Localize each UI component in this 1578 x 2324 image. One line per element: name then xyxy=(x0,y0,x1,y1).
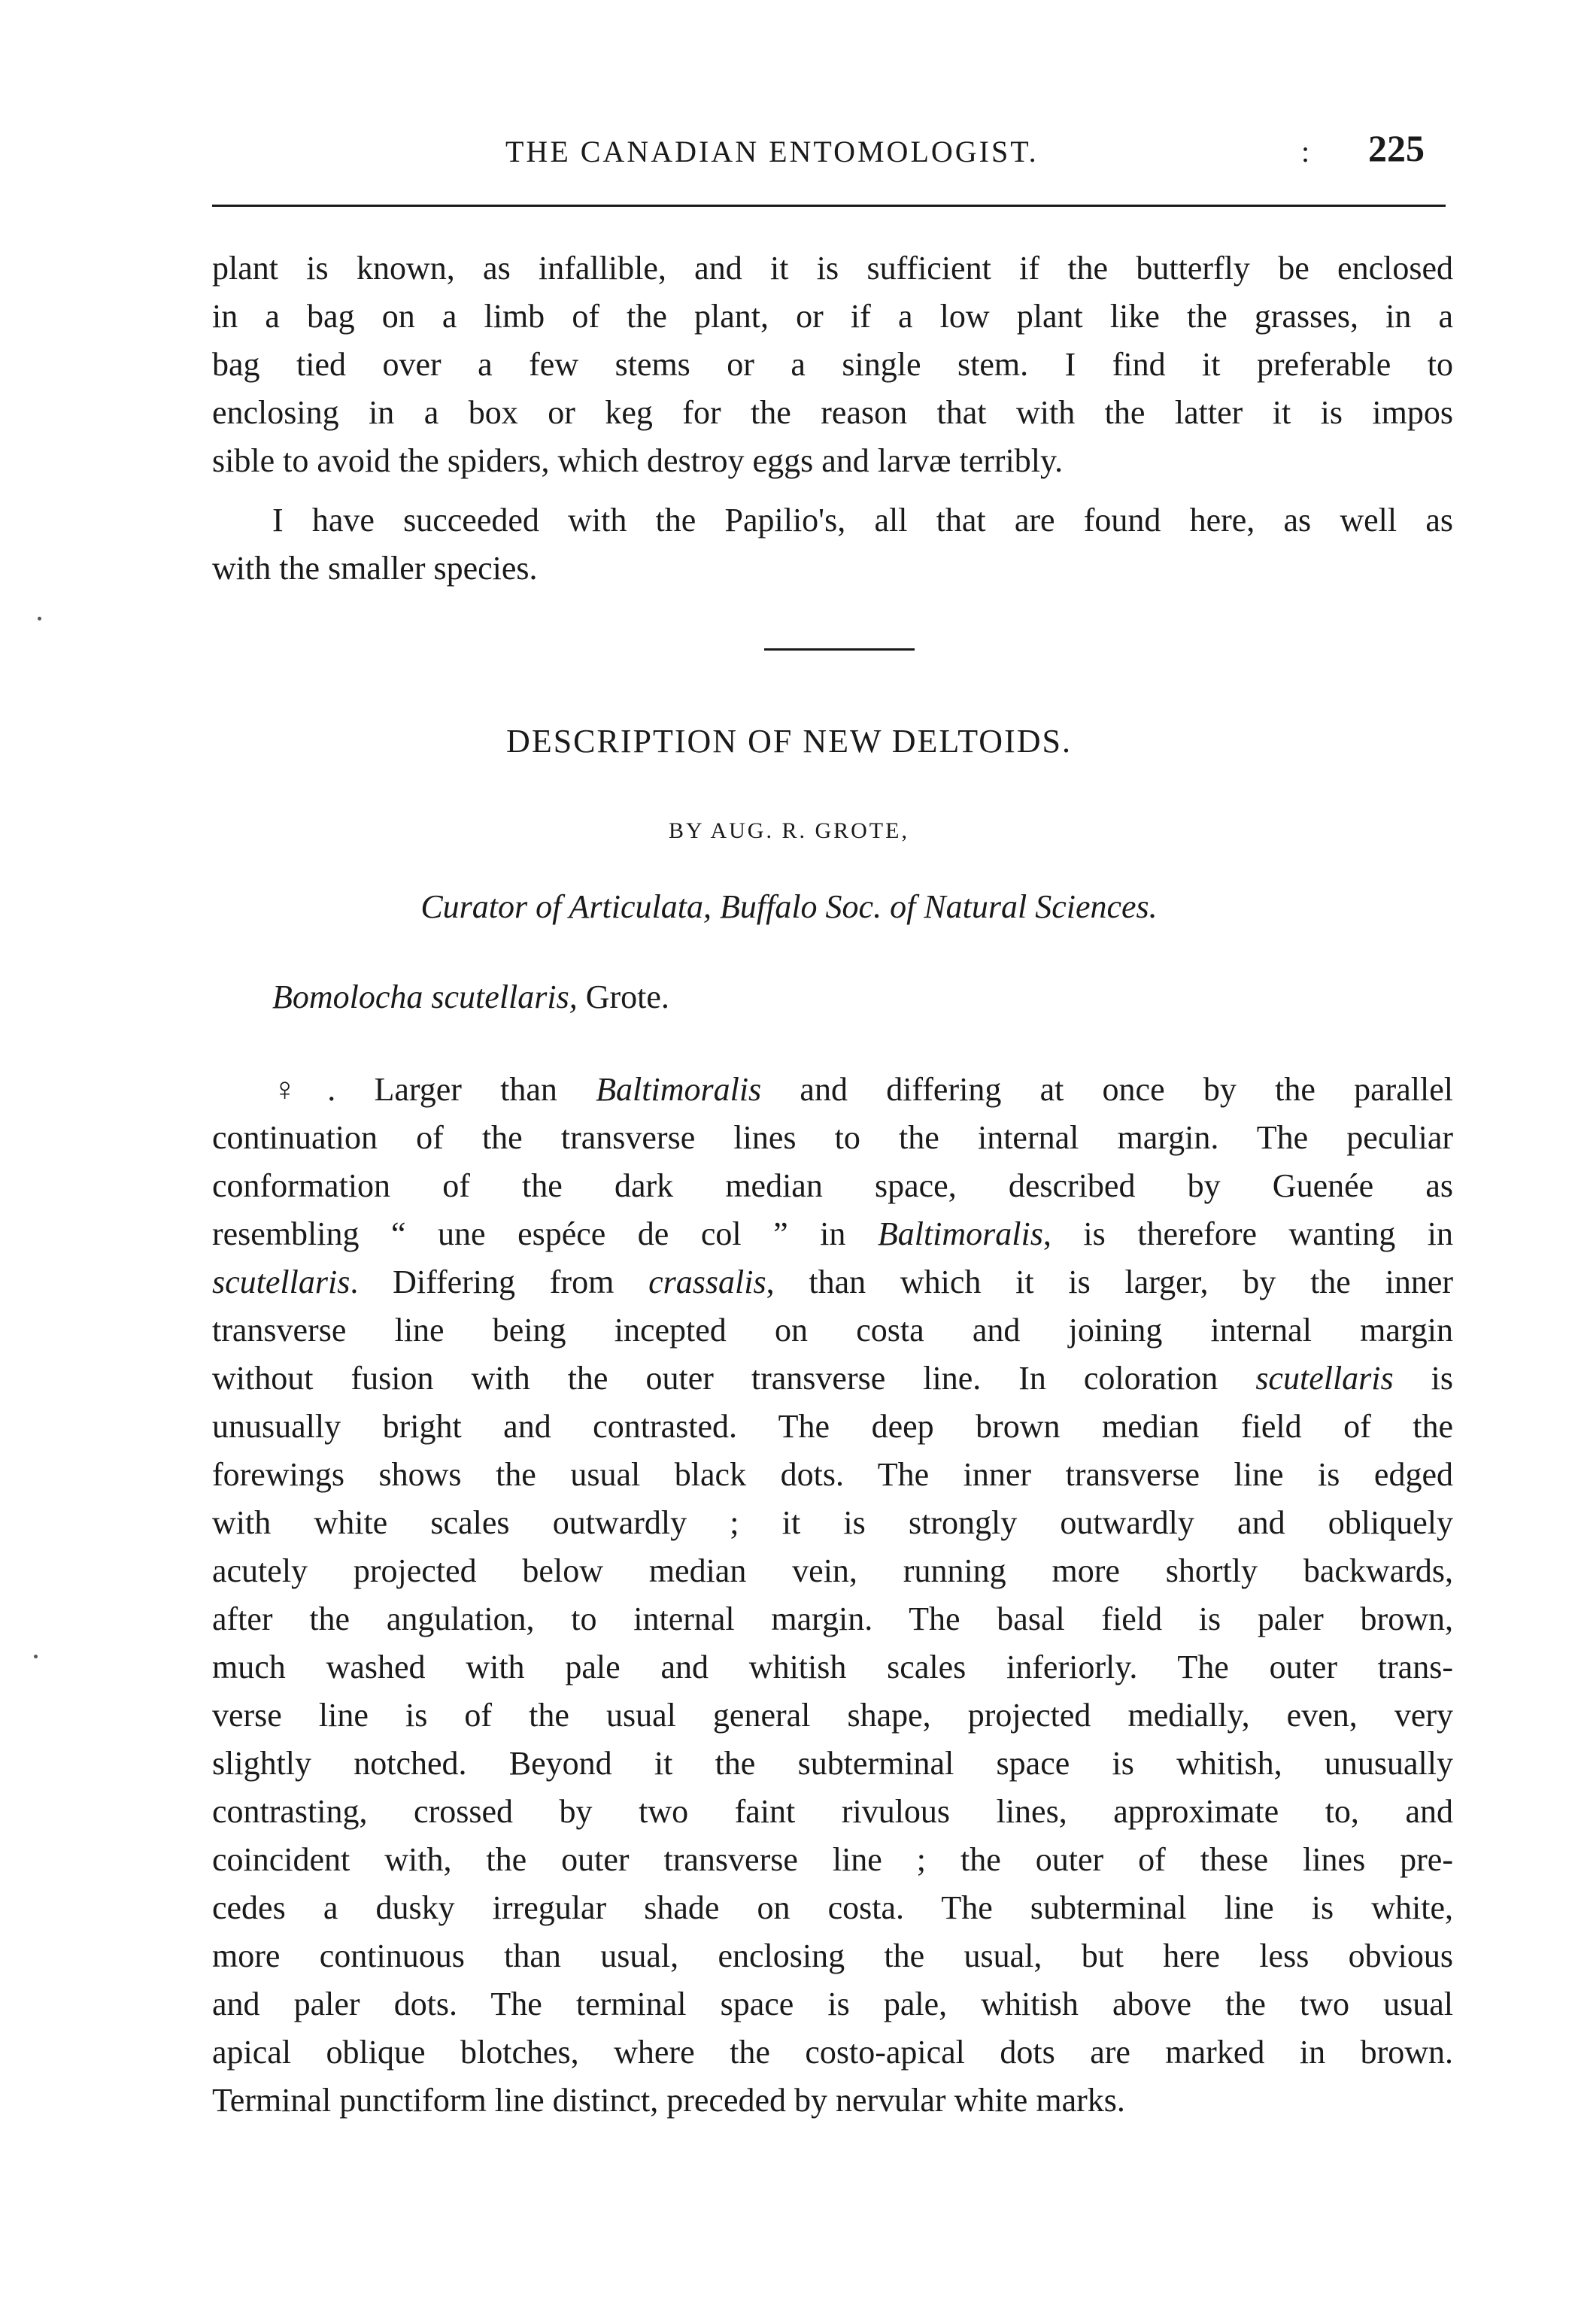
text-line: with white scales outwardly ; it is strongly outwardly and obliquely xyxy=(212,1504,1453,1541)
section-divider xyxy=(764,648,915,651)
text-line: continuation of the transverse lines to the internal margin. The peculiar xyxy=(212,1119,1453,1156)
continuation-paragraph xyxy=(212,244,1453,485)
species-author: Grote. xyxy=(577,978,669,1015)
author-affiliation: Curator of Articulata, Buffalo Soc. of Natural Sciences. xyxy=(420,888,1158,925)
text-line: I have succeeded with the Papilio's, all that are found here, as well as xyxy=(272,502,1453,539)
text-line: much washed with pale and whitish scales inferiorly. The outer trans- xyxy=(212,1649,1453,1685)
text-line: enclosing in a box or keg for the reason that with the latter it is impos xyxy=(212,394,1453,431)
article-title: DESCRIPTION OF NEW DELTOIDS. xyxy=(506,723,1072,760)
page-header xyxy=(212,126,1446,181)
text-line: ♀. Larger than Baltimoralis and differing at once by the parallel xyxy=(272,1071,1453,1108)
scan-speck xyxy=(38,617,41,620)
text-line: unusually bright and contrasted. The deep brown median field of the xyxy=(212,1408,1453,1445)
text-line: apical oblique blotches, where the costo-apical dots are marked in brown. xyxy=(212,2034,1453,2071)
text-line: without fusion with the outer transverse line. In coloration scutellaris is xyxy=(212,1360,1453,1397)
scan-speck xyxy=(34,1655,38,1658)
text-line: forewings shows the usual black dots. The inner transverse line is edged xyxy=(212,1456,1453,1493)
text-line: contrasting, crossed by two faint rivulous lines, approximate to, and xyxy=(212,1793,1453,1830)
text-line: more continuous than usual, enclosing the usual, but here less obvious xyxy=(212,1937,1453,1974)
text-line: scutellaris. Differing from crassalis, than which it is larger, by the inner xyxy=(212,1264,1453,1300)
species-name: Bomolocha scutellaris, xyxy=(272,978,578,1015)
text-line: sible to avoid the spiders, which destroy eggs and larvæ terribly. xyxy=(212,442,1064,479)
text-line: transverse line being incepted on costa and joining internal margin xyxy=(212,1312,1453,1349)
text-line: after the angulation, to internal margin. The basal field is paler brown, xyxy=(212,1600,1453,1637)
text-line: and paler dots. The terminal space is pale, whitish above the two usual xyxy=(212,1986,1453,2022)
text-line: coincident with, the outer transverse line ; the outer of these lines pre- xyxy=(212,1841,1453,1878)
header-rule xyxy=(212,205,1446,207)
species-heading xyxy=(272,978,669,1016)
species-description xyxy=(212,1066,1453,2125)
text-line: bag tied over a few stems or a single stem. I find it preferable to xyxy=(212,346,1453,383)
text-line: conformation of the dark median space, described by Guenée as xyxy=(212,1167,1453,1204)
text-line: acutely projected below median vein, running more shortly backwards, xyxy=(212,1552,1453,1589)
article-byline: BY AUG. R. GROTE, xyxy=(669,818,909,843)
text-line: cedes a dusky irregular shade on costa. The subterminal line is white, xyxy=(212,1889,1453,1926)
text-line: Terminal punctiform line distinct, preceded by nervular white marks. xyxy=(212,2082,1125,2119)
text-line: with the smaller species. xyxy=(212,550,538,587)
text-line: in a bag on a limb of the plant, or if a low plant like the grasses, in a xyxy=(212,298,1453,335)
text-line: resembling “ une espéce de col ” in Baltimoralis, is therefore wanting in xyxy=(212,1215,1453,1252)
text-line: verse line is of the usual general shape, projected medially, even, very xyxy=(212,1697,1453,1734)
text-line: slightly notched. Beyond it the subterminal space is whitish, unusually xyxy=(212,1745,1453,1782)
text-line: plant is known, as infallible, and it is sufficient if the butterfly be enclosed xyxy=(212,250,1453,287)
page-number: 225 xyxy=(1368,127,1425,169)
running-head: THE CANADIAN ENTOMOLOGIST. xyxy=(505,135,1039,168)
header-colon: : xyxy=(1301,135,1310,168)
papilio-paragraph xyxy=(212,496,1453,593)
